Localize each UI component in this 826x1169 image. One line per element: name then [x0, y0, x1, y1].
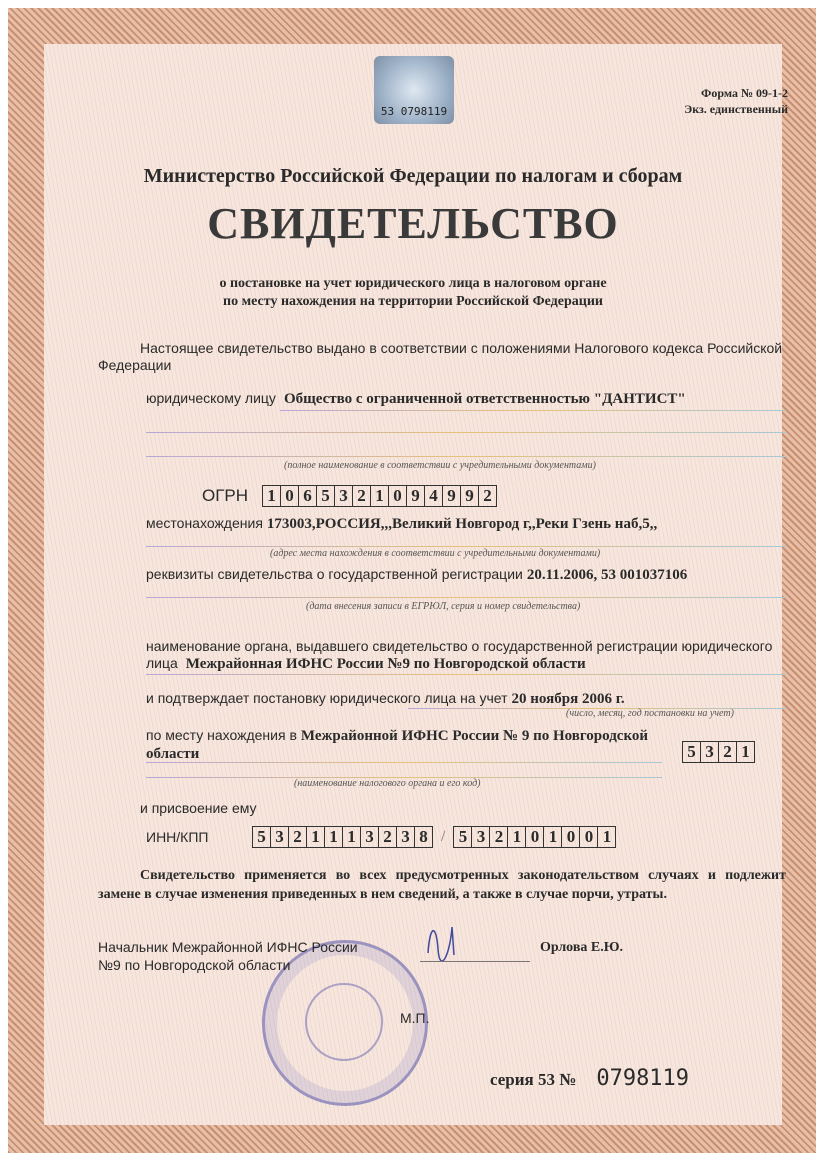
inn-boxes	[252, 826, 433, 848]
digit-box: 1	[307, 827, 325, 847]
digit-box: 3	[701, 742, 719, 762]
entity-label: юридическому лицу	[146, 390, 276, 406]
digit-box: 5	[454, 827, 472, 847]
entity-name: Общество с ограниченной ответственностью "ДАНТИСТ"	[283, 391, 686, 407]
document-title: СВИДЕТЕЛЬСТВО	[207, 199, 619, 248]
digit-box: 2	[719, 742, 737, 762]
digit-box: 5	[317, 486, 335, 506]
digit-box: 0	[562, 827, 580, 847]
entity-row	[146, 390, 686, 408]
digit-box: 9	[461, 486, 479, 506]
place-caption: (наименование налогового органа и его код)	[294, 778, 481, 789]
confirm-caption: (число, месяц, год постановки на учет)	[566, 708, 734, 719]
digit-box: 1	[343, 827, 361, 847]
copy-note: Экз. единственный	[684, 102, 788, 116]
entity-caption: (полное наименование в соответствии с учредительными документами)	[284, 460, 596, 471]
ogrn-boxes	[262, 485, 497, 507]
digit-box: 1	[508, 827, 526, 847]
digit-box: 2	[289, 827, 307, 847]
digit-box: 5	[683, 742, 701, 762]
digit-box: 1	[325, 827, 343, 847]
digit-box: 9	[407, 486, 425, 506]
seal-mark: М.П.	[400, 1010, 430, 1026]
address-label: местонахождения	[146, 515, 263, 531]
notice-text: Свидетельство применяется во всех предусмотренных законодательством случаях и подлежит замене в случае изменения приведенных в нем сведений, а также в случае порчи, утраты.	[98, 868, 786, 902]
digit-box: 2	[483, 486, 492, 505]
organ-label-cont: лица	[146, 655, 178, 671]
digit-box: 1	[741, 742, 750, 761]
digit-box: 9	[443, 486, 461, 506]
signature-scribble	[420, 915, 530, 961]
inn-kpp-row: ИНН/КПП 5 3 2 1 1 1 3 2 3 8 / 5 3 2 1 0 1 0 0 1	[146, 826, 616, 848]
inn-kpp-label: ИНН/КПП	[146, 829, 209, 845]
hologram-sticker	[374, 56, 454, 124]
digit-box: 3	[361, 827, 379, 847]
signer-title	[98, 938, 358, 974]
digit-box: 3	[397, 827, 415, 847]
subtitle-line: о постановке на учет юридического лица в налоговом органе	[219, 276, 607, 291]
organ-label: наименование органа, выдавшего свидетельство о государственной регистрации юридического	[146, 638, 773, 654]
ogrn-label: ОГРН	[202, 486, 249, 505]
digit-box: 3	[335, 486, 353, 506]
subtitle-line: по месту нахождения на территории Российской Федерации	[223, 294, 603, 309]
digit-box: 0	[526, 827, 544, 847]
assign-label: и присвоение ему	[140, 800, 257, 816]
address-caption: (адрес места нахождения в соответствии с учредительными документами)	[270, 548, 601, 559]
digit-box: 1	[263, 486, 281, 506]
address-value: 173003,РОССИЯ,,,Великий Новгород г,,Реки Гзень наб,5,,	[266, 516, 658, 532]
reg-label: реквизиты свидетельства о государственной регистрации	[146, 566, 523, 582]
digit-box: 2	[490, 827, 508, 847]
document-subtitle	[0, 275, 826, 311]
digit-box: 4	[425, 486, 443, 506]
hologram-number: 53 0798119	[380, 105, 448, 118]
kpp-boxes	[453, 826, 616, 848]
form-info	[684, 85, 788, 117]
signer-title-line: Начальник Межрайонной ИФНС России	[98, 939, 358, 955]
digit-box: 8	[419, 827, 428, 846]
digit-box: 2	[353, 486, 371, 506]
reg-value: 20.11.2006, 53 001037106	[526, 567, 688, 583]
series-row	[490, 1066, 689, 1091]
digit-box: 0	[580, 827, 598, 847]
ministry-heading: Министерство Российской Федерации по налогам и сборам	[143, 165, 683, 187]
digit-box: 2	[379, 827, 397, 847]
registration-row	[146, 566, 687, 584]
digit-box: 3	[271, 827, 289, 847]
series-number: 0798119	[596, 1066, 690, 1091]
reg-caption: (дата внесения записи в ЕГРЮЛ, серия и номер свидетельства)	[306, 601, 581, 612]
digit-box: 0	[389, 486, 407, 506]
confirm-label: и подтверждает постановку юридического лица на учет	[146, 690, 508, 706]
confirm-row	[146, 690, 625, 708]
tax-office-code-boxes	[682, 741, 755, 763]
digit-box: 1	[371, 486, 389, 506]
digit-box: 5	[253, 827, 271, 847]
form-number: Форма № 09-1-2	[701, 86, 788, 100]
digit-box: 6	[299, 486, 317, 506]
ogrn-row	[202, 485, 497, 507]
place-row	[146, 726, 648, 763]
confirm-date: 20 ноября 2006 г.	[511, 691, 625, 707]
digit-box: 3	[472, 827, 490, 847]
digit-box: 0	[281, 486, 299, 506]
address-row	[146, 515, 657, 533]
signer-title-line: №9 по Новгородской области	[98, 957, 291, 973]
signer-name: Орлова Е.Ю.	[540, 940, 623, 955]
organ-value: Межрайонная ИФНС России №9 по Новгородской области	[185, 656, 586, 672]
organ-row	[146, 655, 586, 673]
place-value-cont: области	[146, 746, 200, 762]
digit-box: 1	[544, 827, 562, 847]
place-value: Межрайонной ИФНС России № 9 по Новгородской	[300, 728, 649, 744]
series-label: серия 53 №	[490, 1070, 577, 1089]
place-label: по месту нахождения в	[146, 727, 297, 743]
intro-text: Настоящее свидетельство выдано в соответствии с положениями Налогового кодекса Российской	[140, 340, 783, 356]
digit-box: 1	[602, 827, 612, 846]
signature	[420, 915, 530, 962]
intro-text-cont: Федерации	[98, 357, 172, 373]
